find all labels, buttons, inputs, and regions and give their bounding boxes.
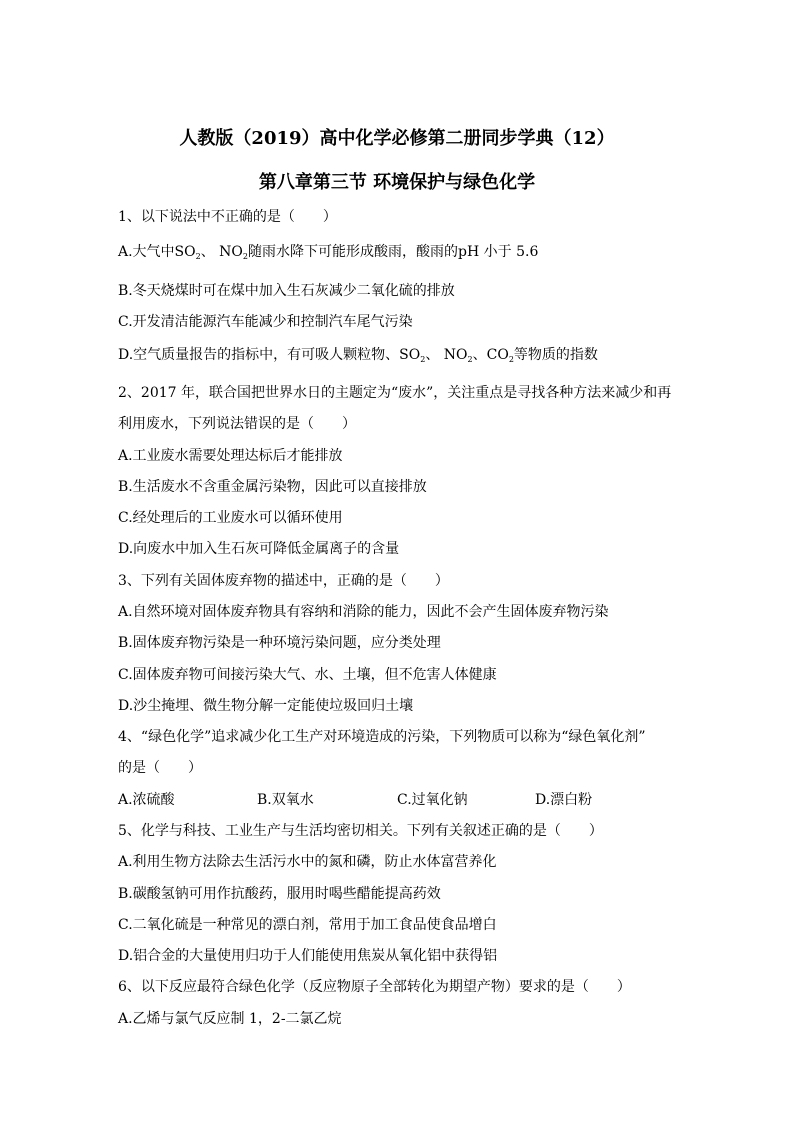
question-2-stem-line-1: 2、2017 年，联合国把世界水日的主题定为“废水”，关注重点是寻找各种方法来减少和再 — [118, 385, 672, 401]
question-2-option-c: C.经处理后的工业废水可以循环使用 — [118, 510, 343, 526]
question-3-option-d: D.沙尘掩埋、微生物分解一定能使垃圾回归土壤 — [118, 698, 414, 714]
question-6-option-a: A.乙烯与氯气反应制 1，2-二氯乙烷 — [118, 1011, 342, 1027]
question-3-option-a: A.自然环境对固体废弃物具有容纳和消除的能力，因此不会产生固体废弃物污染 — [118, 604, 609, 620]
question-2-stem-line-2: 利用废水，下列说法错误的是（ ） — [118, 416, 356, 432]
question-4-option-b: B.双氧水 — [257, 792, 314, 808]
question-1-option-c: C.开发清洁能源汽车能减少和控制汽车尾气污染 — [118, 314, 413, 330]
question-5-option-d: D.铝合金的大量使用归功于人们能使用焦炭从氧化铝中获得铝 — [118, 948, 498, 964]
question-1-option-d: D.空气质量报告的指标中，有可吸人颗粒物、$SO_2$、 $NO_2$、$CO_2$等物质的指数 — [118, 347, 598, 364]
question-5-option-a: A.利用生物方法除去生活污水中的氮和磷，防止水体富营养化 — [118, 854, 497, 870]
section-title: 第八章第三节 环境保护与绿色化学 — [258, 172, 536, 193]
question-4-option-c: C.过氧化钠 — [397, 792, 468, 808]
question-6-stem: 6、以下反应最符合绿色化学（反应物原子全部转化为期望产物）要求的是（ ） — [118, 979, 631, 995]
question-3-option-b: B.固体废弃物污染是一种环境污染问题，应分类处理 — [118, 635, 441, 651]
question-5-option-c: C.二氧化硫是一种常见的漂白剂，常用于加工食品使食品增白 — [118, 917, 497, 933]
question-5-option-b: B.碳酸氢钠可用作抗酸药，服用时喝些醋能提高药效 — [118, 886, 441, 902]
question-2-option-a: A.工业废水需要处理达标后才能排放 — [118, 448, 343, 464]
question-4-option-a: A.浓硫酸 — [118, 792, 175, 808]
question-3-stem: 3、下列有关固体废弃物的描述中，正确的是（ ） — [118, 573, 449, 589]
question-4-option-d: D.漂白粉 — [535, 792, 593, 808]
question-1-option-b: B.冬天烧煤时可在煤中加入生石灰减少二氧化硫的排放 — [118, 283, 455, 299]
question-1-stem: 1、以下说法中不正确的是（ ） — [118, 209, 337, 225]
question-5-stem: 5、化学与科技、工业生产与生活均密切相关。下列有关叙述正确的是（ ） — [118, 823, 603, 839]
question-2-option-b: B.生活废水不含重金属污染物，因此可以直接排放 — [118, 479, 427, 495]
question-2-option-d: D.向废水中加入生石灰可降低金属离子的含量 — [118, 541, 400, 557]
document-title: 人教版（2019）高中化学必修第二册同步学典（12） — [179, 128, 615, 149]
question-4-stem-line-1: 4、“绿色化学”追求减少化工生产对环境造成的污染，下列物质可以称为“绿色氧化剂” — [118, 729, 646, 745]
question-4-stem-line-2: 的是（ ） — [118, 760, 202, 776]
question-3-option-c: C.固体废弃物可间接污染大气、水、土壤，但不危害人体健康 — [118, 667, 497, 683]
question-1-option-a: A.大气中$SO_2$、 $NO_2$随雨水降下可能形成酸雨，酸雨的pH 小于 5.6 — [118, 244, 539, 261]
